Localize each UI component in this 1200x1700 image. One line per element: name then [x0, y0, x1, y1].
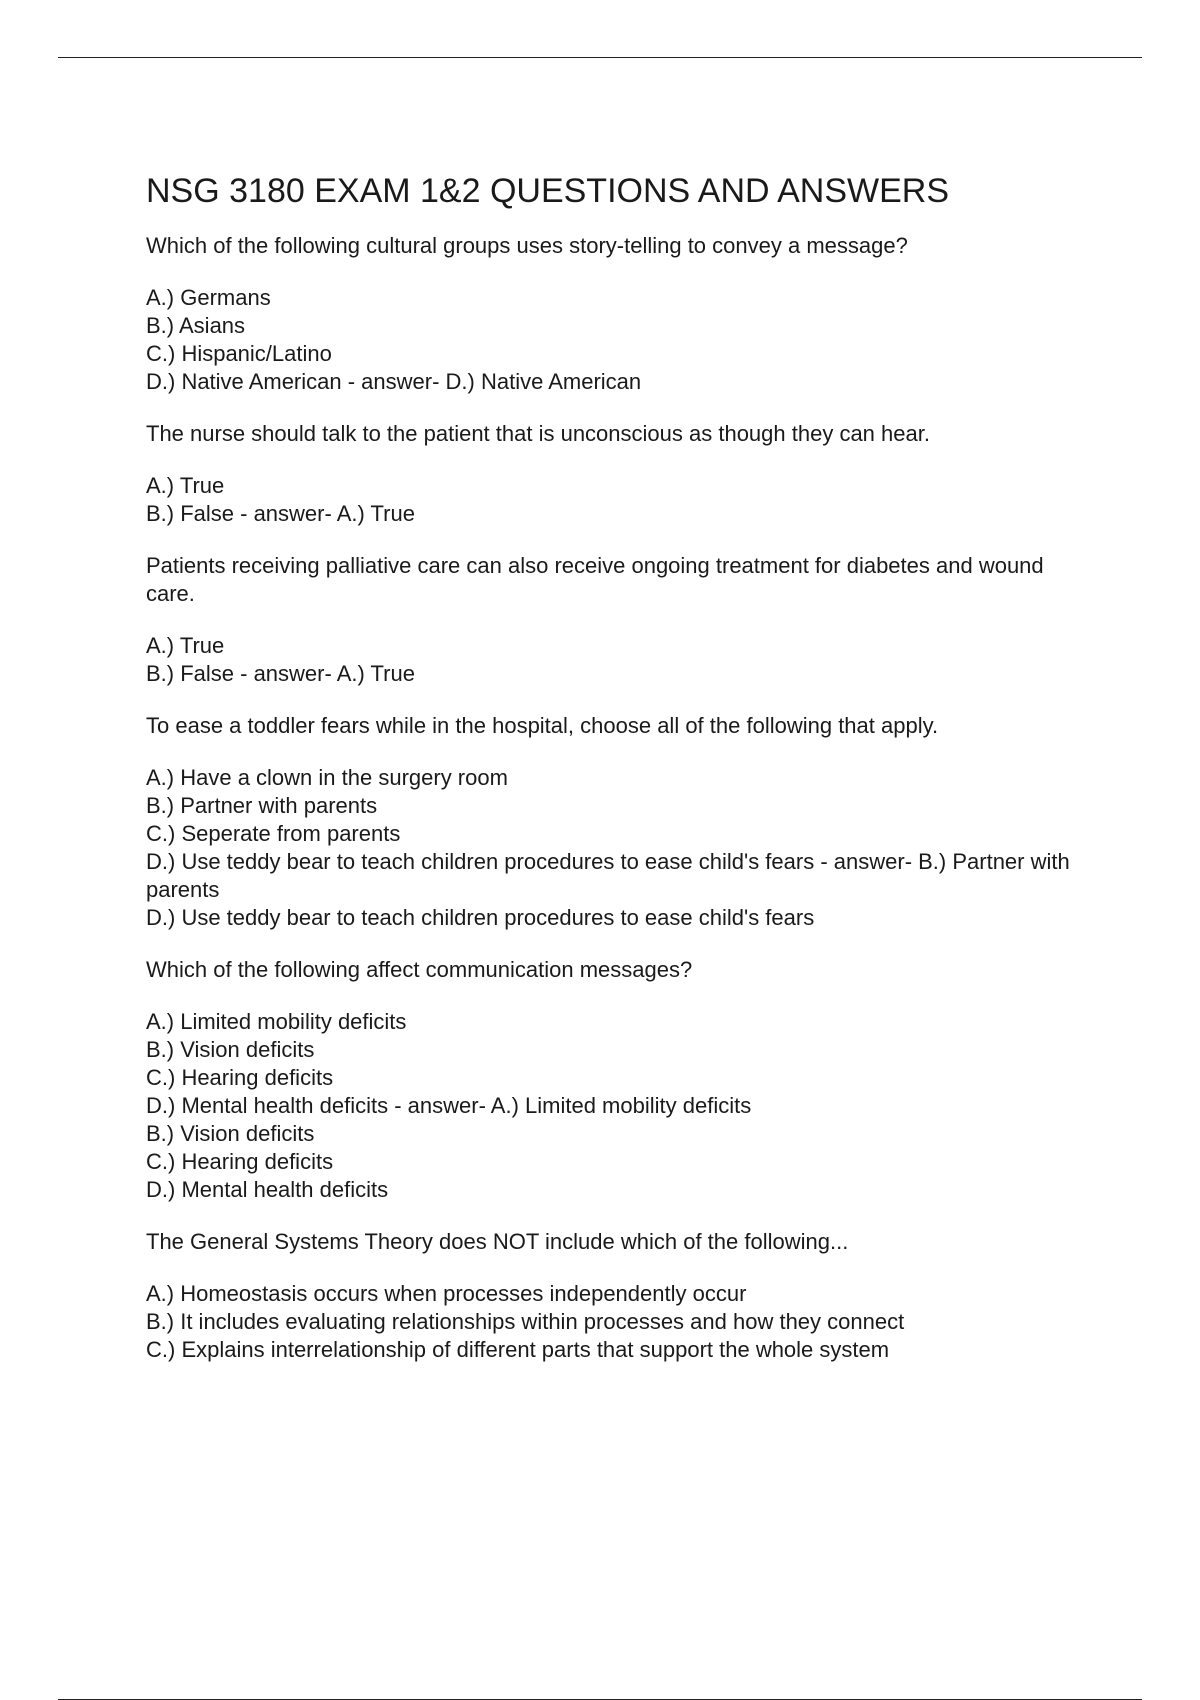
option-line: A.) Germans: [146, 285, 271, 310]
top-rule: [58, 57, 1142, 58]
option-line: B.) Asians: [146, 313, 246, 338]
question-item: [146, 552, 1076, 688]
answer-options: [146, 764, 1076, 932]
option-line: C.) Hearing deficits: [146, 1149, 334, 1174]
option-line: A.) Homeostasis occurs when processes independently occur: [146, 1281, 747, 1306]
option-line: C.) Seperate from parents: [146, 821, 401, 846]
question-text: The General Systems Theory does NOT include which of the following...: [146, 1229, 849, 1254]
option-line: B.) It includes evaluating relationships within processes and how they connect: [146, 1309, 905, 1334]
option-line: B.) Vision deficits: [146, 1037, 315, 1062]
option-line: B.) Partner with parents: [146, 793, 378, 818]
option-line: B.) Vision deficits: [146, 1121, 315, 1146]
option-line: D.) Mental health deficits - answer- A.) Limited mobility deficits: [146, 1093, 752, 1118]
option-line: D.) Use teddy bear to teach children procedures to ease child's fears - answer- B.) Partner with parents: [146, 849, 1070, 902]
option-line: A.) True: [146, 633, 225, 658]
question-item: [146, 712, 1076, 932]
question-text: To ease a toddler fears while in the hospital, choose all of the following that apply.: [146, 713, 939, 738]
option-line: A.) True: [146, 473, 225, 498]
option-line: D.) Mental health deficits: [146, 1177, 389, 1202]
option-line: C.) Hispanic/Latino: [146, 341, 332, 366]
option-line: B.) False - answer- A.) True: [146, 661, 415, 686]
question-text: Which of the following affect communication messages?: [146, 957, 693, 982]
question-item: [146, 956, 1076, 1204]
option-line: B.) False - answer- A.) True: [146, 501, 415, 526]
option-line: D.) Use teddy bear to teach children procedures to ease child's fears: [146, 905, 815, 930]
option-line: C.) Hearing deficits: [146, 1065, 334, 1090]
question-item: [146, 420, 1076, 528]
page-title: NSG 3180 EXAM 1&2 QUESTIONS AND ANSWERS: [146, 172, 950, 210]
answer-options: [146, 472, 1076, 528]
answer-options: [146, 1280, 1076, 1364]
answer-options: [146, 284, 1076, 396]
question-text: Which of the following cultural groups uses story-telling to convey a message?: [146, 233, 908, 258]
option-line: A.) Limited mobility deficits: [146, 1009, 407, 1034]
option-line: D.) Native American - answer- D.) Native American: [146, 369, 642, 394]
answer-options: [146, 1008, 1076, 1204]
option-line: C.) Explains interrelationship of different parts that support the whole system: [146, 1337, 890, 1362]
question-text: Patients receiving palliative care can also receive ongoing treatment for diabetes and wound care.: [146, 553, 1044, 606]
document-body: [146, 170, 1076, 1388]
question-item: [146, 1228, 1076, 1364]
question-item: [146, 232, 1076, 396]
question-text: The nurse should talk to the patient that is unconscious as though they can hear.: [146, 421, 930, 446]
option-line: A.) Have a clown in the surgery room: [146, 765, 508, 790]
answer-options: [146, 632, 1076, 688]
